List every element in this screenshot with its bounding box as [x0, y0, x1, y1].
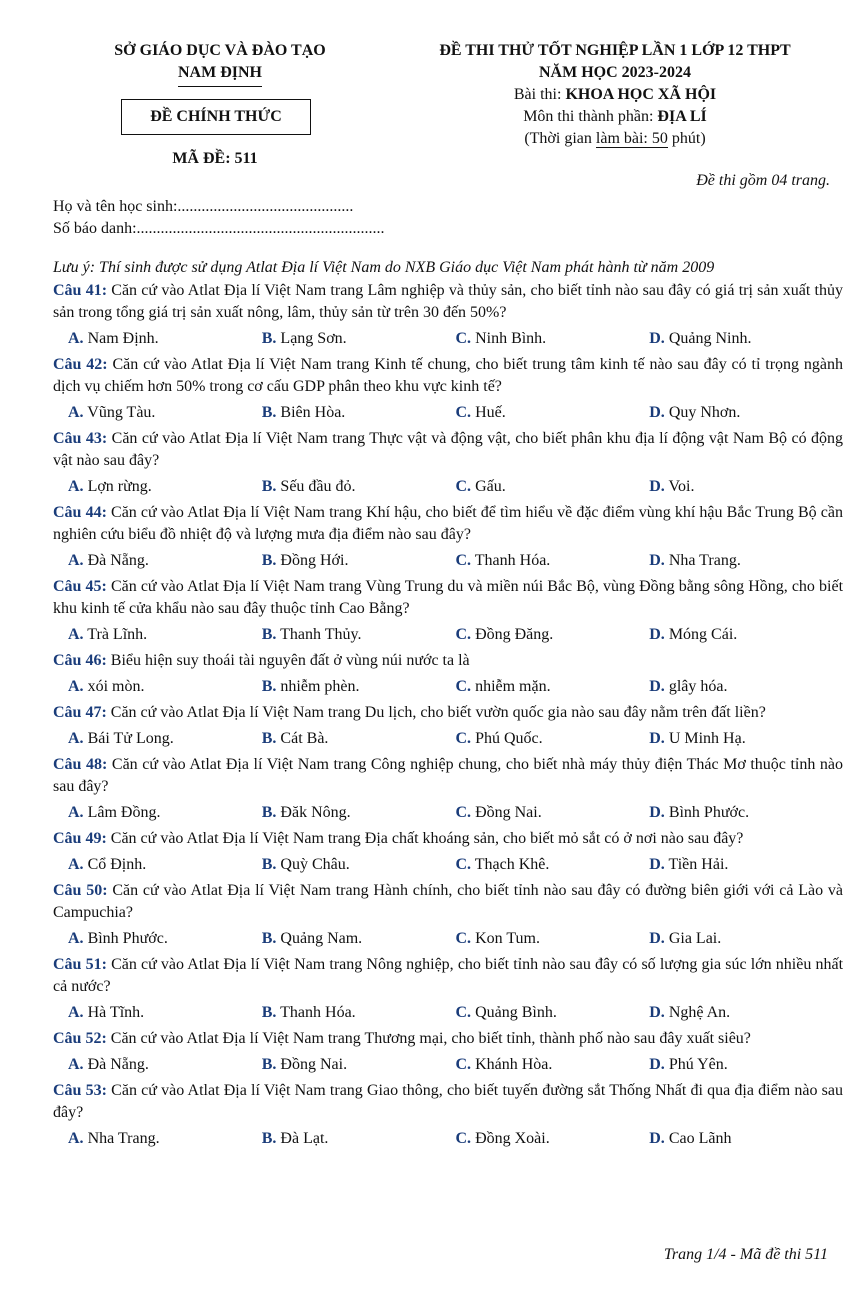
answer-option[interactable]	[649, 924, 843, 954]
option-letter: B.	[261, 330, 277, 347]
answer-option[interactable]	[68, 924, 262, 954]
option-letter: D.	[649, 626, 665, 643]
answer-option[interactable]	[649, 1124, 843, 1154]
option-letter: D.	[649, 478, 665, 495]
option-text: Sếu đầu đỏ.	[276, 478, 356, 495]
option-text: Đồng Nai.	[471, 804, 542, 821]
question	[53, 954, 843, 998]
option-text: Khánh Hòa.	[471, 1056, 553, 1073]
answer-options	[53, 1124, 843, 1154]
option-letter: C.	[455, 678, 472, 695]
question	[53, 280, 843, 324]
option-text: Hà Tĩnh.	[83, 1004, 145, 1021]
answer-option[interactable]	[456, 546, 650, 576]
option-letter: C.	[455, 1130, 472, 1147]
option-text: Ninh Bình.	[471, 330, 547, 347]
answer-option[interactable]	[262, 850, 456, 880]
question-number: Câu 44:	[53, 504, 107, 521]
option-text: Quảng Bình.	[471, 1004, 557, 1021]
exam-header	[395, 40, 835, 150]
answer-option[interactable]	[649, 1050, 843, 1080]
question	[53, 428, 843, 472]
option-letter: A.	[68, 1056, 84, 1073]
option-letter: C.	[455, 330, 472, 347]
question-text: Căn cứ vào Atlat Địa lí Việt Nam trang Du lịch, cho biết vườn quốc gia nào sau đây nằm trên đất liền?	[106, 704, 766, 721]
option-text: Đà Nẵng.	[83, 1056, 149, 1073]
question-text: Căn cứ vào Atlat Địa lí Việt Nam trang Địa chất khoáng sản, cho biết mỏ sắt có ở nơi nào sau đây?	[106, 830, 744, 847]
option-letter: A.	[68, 626, 84, 643]
answer-option[interactable]	[68, 472, 262, 502]
option-letter: C.	[455, 478, 472, 495]
option-letter: D.	[649, 552, 665, 569]
answer-option[interactable]	[649, 724, 843, 754]
answer-option[interactable]	[456, 324, 650, 354]
option-letter: B.	[261, 804, 277, 821]
option-text: Cát Bà.	[276, 730, 329, 747]
answer-options	[53, 546, 843, 576]
question-number: Câu 41:	[53, 282, 108, 299]
answer-option[interactable]	[649, 998, 843, 1028]
question	[53, 754, 843, 798]
answer-option[interactable]	[262, 472, 456, 502]
subject-label: Môn thi thành phần:	[523, 108, 658, 125]
option-letter: B.	[261, 678, 277, 695]
answer-options	[53, 1050, 843, 1080]
answer-option[interactable]	[262, 398, 456, 428]
answer-option[interactable]	[262, 546, 456, 576]
question-number: Câu 47:	[53, 704, 107, 721]
answer-option[interactable]	[262, 924, 456, 954]
exam-title: ĐỀ THI THỬ TỐT NGHIỆP LẦN 1 LỚP 12 THPT	[439, 42, 791, 59]
option-letter: D.	[649, 730, 665, 747]
answer-option[interactable]	[456, 724, 650, 754]
question	[53, 828, 843, 850]
option-letter: B.	[261, 930, 277, 947]
answer-option[interactable]	[649, 546, 843, 576]
option-letter: B.	[261, 552, 277, 569]
answer-option[interactable]	[262, 1050, 456, 1080]
question-text: Biểu hiện suy thoái tài nguyên đất ở vùng núi nước ta là	[106, 652, 470, 669]
question-text: Căn cứ vào Atlat Địa lí Việt Nam trang Giao thông, cho biết tuyến đường sắt Thống Nhất đi qua địa điểm nào sau đây?	[53, 1082, 844, 1121]
option-letter: B.	[261, 730, 277, 747]
option-text: Bái Tử Long.	[83, 730, 174, 747]
option-letter: D.	[649, 404, 665, 421]
option-text: Gấu.	[471, 478, 506, 495]
exam-label: Bài thi:	[513, 86, 566, 103]
question	[53, 502, 843, 546]
option-text: Thanh Hóa.	[276, 1004, 356, 1021]
question	[53, 354, 843, 398]
question-number: Câu 46:	[53, 652, 107, 669]
option-letter: A.	[68, 730, 84, 747]
option-text: Đà Lạt.	[276, 1130, 329, 1147]
option-letter: B.	[261, 856, 277, 873]
option-letter: D.	[649, 1130, 665, 1147]
option-letter: C.	[455, 856, 472, 873]
answer-option[interactable]	[262, 798, 456, 828]
answer-option[interactable]	[68, 1050, 262, 1080]
option-letter: B.	[261, 1004, 277, 1021]
option-text: Thạch Khê.	[471, 856, 550, 873]
answer-option[interactable]	[456, 1124, 650, 1154]
option-text: xói mòn.	[83, 678, 145, 695]
time-line	[524, 128, 705, 150]
option-text: Bình Phước.	[83, 930, 168, 947]
official-stamp: ĐỀ CHÍNH THỨC	[121, 99, 311, 135]
question	[53, 576, 843, 620]
option-text: Quảng Ninh.	[664, 330, 752, 347]
option-letter: A.	[68, 930, 84, 947]
option-letter: D.	[649, 678, 665, 695]
exam-name: KHOA HỌC XÃ HỘI	[565, 86, 717, 103]
option-letter: D.	[649, 856, 665, 873]
option-text: Đồng Hới.	[276, 552, 349, 569]
question-text: Căn cứ vào Atlat Địa lí Việt Nam trang Vùng Trung du và miền núi Bắc Bộ, vùng Đồng bằng sông Hồng, cho biết khu kinh tế cửa khẩu nào sau đây thuộc tỉnh Cao Bằng?	[53, 578, 844, 617]
answer-option[interactable]	[262, 1124, 456, 1154]
time-prefix: (Thời gian	[524, 130, 596, 147]
subject-line	[395, 106, 835, 128]
question-text: Căn cứ vào Atlat Địa lí Việt Nam trang Thương mại, cho biết tỉnh, thành phố nào sau đây xuất siêu?	[106, 1030, 751, 1047]
option-letter: C.	[455, 404, 472, 421]
school-year: NĂM HỌC 2023-2024	[539, 64, 691, 81]
student-id-field[interactable]: Số báo danh:..............................................................	[53, 220, 385, 237]
option-letter: A.	[68, 330, 84, 347]
question-number: Câu 50:	[53, 882, 108, 899]
option-text: Đồng Đăng.	[471, 626, 554, 643]
option-text: nhiễm phèn.	[276, 678, 360, 695]
atlas-note: Lưu ý: Thí sinh được sử dụng Atlat Địa lí Việt Nam do NXB Giáo dục Việt Nam phát hành từ năm 2009	[53, 259, 715, 276]
question	[53, 1080, 843, 1124]
option-letter: A.	[68, 856, 84, 873]
question-number: Câu 51:	[53, 956, 107, 973]
option-text: Nha Trang.	[83, 1130, 160, 1147]
answer-options	[53, 850, 843, 880]
question-number: Câu 53:	[53, 1082, 107, 1099]
answer-option[interactable]	[649, 672, 843, 702]
answer-options	[53, 672, 843, 702]
option-letter: B.	[261, 1130, 277, 1147]
option-letter: A.	[68, 678, 84, 695]
student-info	[53, 196, 385, 240]
option-letter: C.	[455, 552, 472, 569]
page-footer: Trang 1/4 - Mã đề thi 511	[663, 1246, 828, 1263]
option-letter: C.	[455, 930, 472, 947]
option-letter: A.	[68, 478, 84, 495]
option-letter: C.	[455, 804, 472, 821]
question-list	[53, 280, 843, 1154]
answer-options	[53, 472, 843, 502]
question-number: Câu 42:	[53, 356, 108, 373]
option-text: Đăk Nông.	[276, 804, 351, 821]
answer-option[interactable]	[456, 850, 650, 880]
question-text: Căn cứ vào Atlat Địa lí Việt Nam trang Thực vật và động vật, cho biết phân khu địa lí động vật Nam Bộ có động vật nào sau đây?	[53, 430, 844, 469]
answer-option[interactable]	[649, 324, 843, 354]
option-text: glây hóa.	[664, 678, 728, 695]
option-letter: C.	[455, 626, 472, 643]
pages-note: Đề thi gồm 04 trang.	[696, 172, 830, 189]
option-letter: D.	[649, 1004, 665, 1021]
option-letter: D.	[649, 804, 665, 821]
option-text: Lâm Đồng.	[83, 804, 161, 821]
answer-option[interactable]	[68, 324, 262, 354]
answer-option[interactable]	[68, 1124, 262, 1154]
option-text: Nam Định.	[83, 330, 159, 347]
department-province: NAM ĐỊNH	[178, 62, 262, 87]
answer-option[interactable]	[262, 324, 456, 354]
question-text: Căn cứ vào Atlat Địa lí Việt Nam trang Khí hậu, cho biết để tìm hiểu về đặc điểm vùng khí hậu Bắc Trung Bộ cần nghiên cứu biểu đồ nhiệt độ và lượng mưa địa điểm nào sau đây?	[53, 504, 844, 543]
option-letter: A.	[68, 404, 84, 421]
question-number: Câu 48:	[53, 756, 108, 773]
option-letter: D.	[649, 1056, 665, 1073]
time-suffix: phút)	[667, 130, 706, 147]
answer-option[interactable]	[262, 620, 456, 650]
option-text: Kon Tum.	[471, 930, 540, 947]
option-text: Phú Yên.	[664, 1056, 728, 1073]
answer-options	[53, 324, 843, 354]
answer-option[interactable]	[262, 672, 456, 702]
option-letter: A.	[68, 1004, 84, 1021]
answer-option[interactable]	[68, 998, 262, 1028]
question-number: Câu 45:	[53, 578, 107, 595]
option-text: Quy Nhơn.	[664, 404, 741, 421]
option-text: Đà Nẵng.	[83, 552, 149, 569]
answer-option[interactable]	[649, 798, 843, 828]
answer-option[interactable]	[456, 620, 650, 650]
option-letter: C.	[455, 730, 472, 747]
option-letter: D.	[649, 330, 665, 347]
option-letter: D.	[649, 930, 665, 947]
answer-option[interactable]	[456, 472, 650, 502]
option-text: Gia Lai.	[664, 930, 722, 947]
option-text: Lạng Sơn.	[276, 330, 347, 347]
answer-option[interactable]	[456, 398, 650, 428]
answer-options	[53, 398, 843, 428]
question	[53, 880, 843, 924]
answer-option[interactable]	[456, 1050, 650, 1080]
answer-option[interactable]	[649, 398, 843, 428]
option-letter: A.	[68, 1130, 84, 1147]
option-letter: A.	[68, 552, 84, 569]
option-text: Lợn rừng.	[83, 478, 152, 495]
question-text: Căn cứ vào Atlat Địa lí Việt Nam trang Hành chính, cho biết tỉnh nào sau đây có đường biên giới với cả Lào và Campuchia?	[53, 882, 843, 921]
option-text: Phú Quốc.	[471, 730, 543, 747]
answer-option[interactable]	[68, 620, 262, 650]
question-number: Câu 43:	[53, 430, 108, 447]
option-letter: B.	[261, 478, 277, 495]
option-text: Tiền Hải.	[664, 856, 729, 873]
option-text: Bình Phước.	[664, 804, 750, 821]
department-header	[60, 40, 380, 87]
answer-option[interactable]	[262, 998, 456, 1028]
answer-options	[53, 620, 843, 650]
option-text: Quảng Nam.	[276, 930, 363, 947]
exam-code: MÃ ĐỀ: 511	[172, 150, 258, 167]
answer-option[interactable]	[649, 620, 843, 650]
answer-option[interactable]	[68, 546, 262, 576]
question-text: Căn cứ vào Atlat Địa lí Việt Nam trang Lâm nghiệp và thủy sản, cho biết tỉnh nào sau đây có giá trị sản xuất thủy sản trong tổng giá trị sản xuất nông, lâm, thủy sản từ trên 30 đến 50%?	[53, 282, 843, 321]
subject-name: ĐỊA LÍ	[657, 108, 707, 125]
option-text: nhiễm mặn.	[471, 678, 551, 695]
option-text: Đồng Xoài.	[471, 1130, 550, 1147]
question-number: Câu 49:	[53, 830, 107, 847]
answer-options	[53, 724, 843, 754]
answer-option[interactable]	[68, 850, 262, 880]
answer-option[interactable]	[68, 724, 262, 754]
question	[53, 702, 843, 724]
option-text: Thanh Thủy.	[276, 626, 362, 643]
option-text: Huế.	[471, 404, 506, 421]
department-name: SỞ GIÁO DỤC VÀ ĐÀO TẠO	[114, 42, 326, 59]
answer-option[interactable]	[649, 472, 843, 502]
question-text: Căn cứ vào Atlat Địa lí Việt Nam trang Công nghiệp chung, cho biết nhà máy thủy điện Thác Mơ thuộc tỉnh nào sau đây?	[53, 756, 844, 795]
exam-line	[395, 84, 835, 106]
option-text: Nha Trang.	[664, 552, 741, 569]
answer-options	[53, 998, 843, 1028]
question	[53, 1028, 843, 1050]
time-value: làm bài: 50	[595, 130, 668, 147]
option-letter: B.	[261, 626, 277, 643]
student-name-field[interactable]: Họ và tên học sinh:............................................	[53, 198, 354, 215]
option-text: Đồng Nai.	[276, 1056, 348, 1073]
answer-option[interactable]	[456, 798, 650, 828]
option-letter: C.	[455, 1004, 472, 1021]
option-text: Vũng Tàu.	[83, 404, 156, 421]
answer-option[interactable]	[649, 850, 843, 880]
option-letter: C.	[455, 1056, 472, 1073]
question-text: Căn cứ vào Atlat Địa lí Việt Nam trang Nông nghiệp, cho biết tỉnh nào sau đây có số lượng gia súc lớn nhiều nhất cả nước?	[53, 956, 844, 995]
option-text: Thanh Hóa.	[471, 552, 551, 569]
answer-option[interactable]	[68, 798, 262, 828]
answer-options	[53, 798, 843, 828]
answer-options	[53, 924, 843, 954]
option-letter: B.	[261, 404, 277, 421]
question-text: Căn cứ vào Atlat Địa lí Việt Nam trang Kinh tế chung, cho biết trung tâm kinh tế nào sau đây có tỉ trọng ngành dịch vụ chiếm hơn 50% trong cơ cấu GDP phân theo khu vực kinh tế?	[53, 356, 844, 395]
answer-option[interactable]	[262, 724, 456, 754]
option-text: Cổ Định.	[83, 856, 147, 873]
answer-option[interactable]	[456, 672, 650, 702]
option-text: Quỳ Châu.	[276, 856, 350, 873]
option-letter: A.	[68, 804, 84, 821]
answer-option[interactable]	[68, 398, 262, 428]
option-text: U Minh Hạ.	[664, 730, 746, 747]
option-text: Voi.	[664, 478, 695, 495]
option-letter: B.	[261, 1056, 277, 1073]
answer-option[interactable]	[456, 924, 650, 954]
question-number: Câu 52:	[53, 1030, 107, 1047]
option-text: Nghệ An.	[664, 1004, 731, 1021]
option-text: Trà Lĩnh.	[83, 626, 148, 643]
option-text: Biên Hòa.	[276, 404, 346, 421]
option-text: Móng Cái.	[664, 626, 738, 643]
answer-option[interactable]	[456, 998, 650, 1028]
question	[53, 650, 843, 672]
option-text: Cao Lãnh	[664, 1130, 732, 1147]
answer-option[interactable]	[68, 672, 262, 702]
